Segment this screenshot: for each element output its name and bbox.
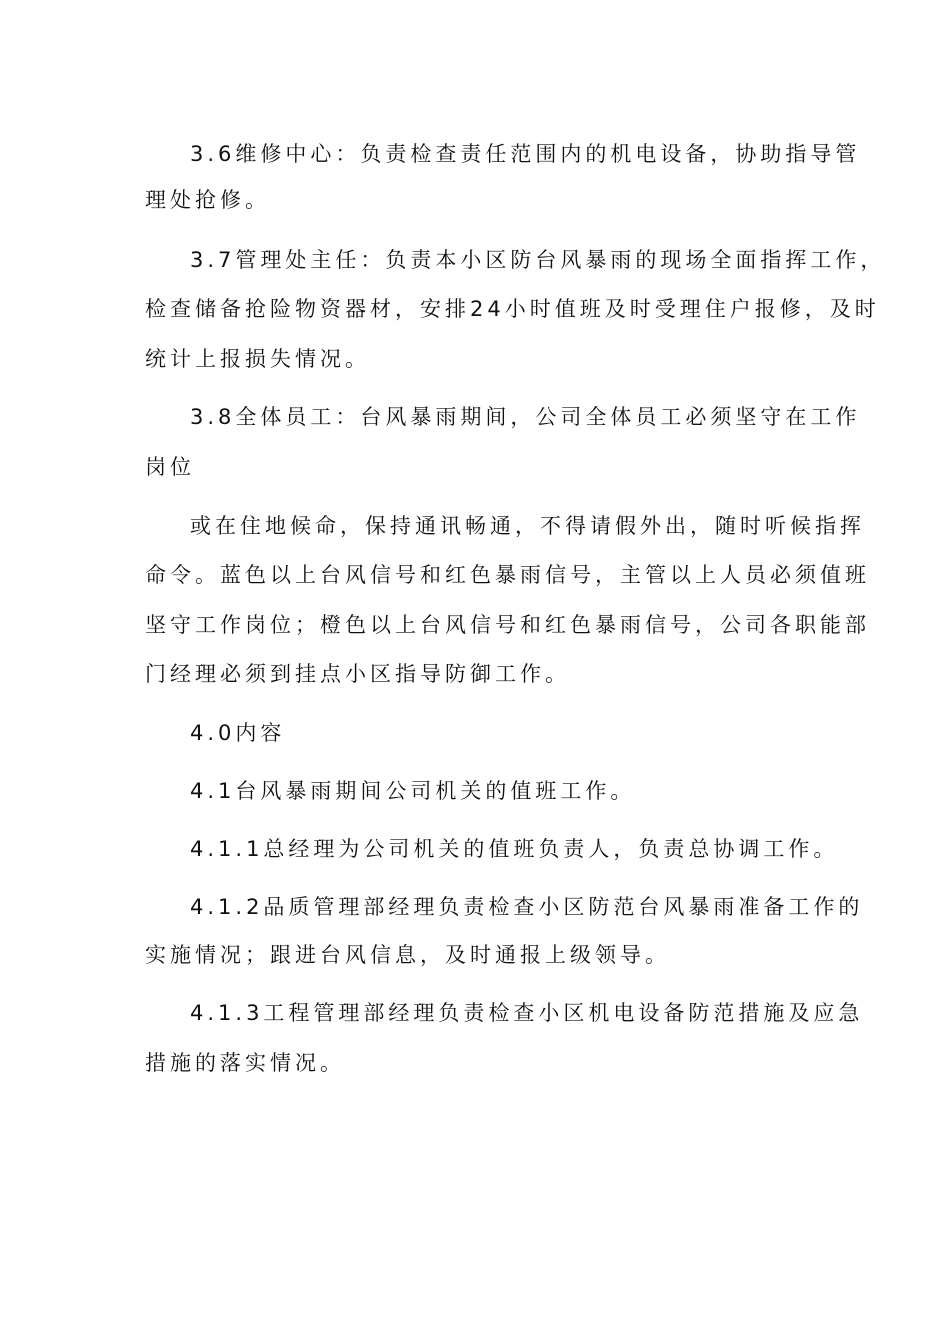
- text-line: 4.1台风暴雨期间公司机关的值班工作。: [190, 779, 636, 803]
- section-heading: 4.0内容: [190, 721, 286, 745]
- text-line: 命令。蓝色以上台风信号和红色暴雨信号，主管以上人员必须值班: [145, 563, 870, 587]
- text-line: 检查储备抢险物资器材，安排24小时值班及时受理住户报修，及时: [145, 297, 880, 321]
- text-line: 措施的落实情况。: [145, 1051, 345, 1075]
- text-line: 4.1.2品质管理部经理负责检查小区防范台风暴雨准备工作的: [190, 895, 864, 919]
- text-line: 或在住地候命，保持通讯畅通，不得请假外出，随时听候指挥: [190, 514, 865, 538]
- text-line: 门经理必须到挂点小区指导防御工作。: [145, 662, 570, 686]
- text-line: 岗位: [145, 455, 195, 479]
- text-line: 统计上报损失情况。: [145, 347, 370, 371]
- text-line: 理处抢修。: [145, 188, 270, 212]
- text-line: 坚守工作岗位；橙色以上台风信号和红色暴雨信号，公司各职能部: [145, 613, 870, 637]
- text-line: 3.7管理处主任：负责本小区防台风暴雨的现场全面指挥工作，: [190, 248, 886, 272]
- text-line: 4.1.3工程管理部经理负责检查小区机电设备防范措施及应急: [190, 1001, 864, 1025]
- text-line: 3.6维修中心：负责检查责任范围内的机电设备，协助指导管: [190, 142, 861, 166]
- text-line: 4.1.1总经理为公司机关的值班负责人，负责总协调工作。: [190, 837, 839, 861]
- text-line: 3.8全体员工：台风暴雨期间，公司全体员工必须坚守在工作: [190, 405, 861, 429]
- text-line: 实施情况；跟进台风信息，及时通报上级领导。: [145, 943, 670, 967]
